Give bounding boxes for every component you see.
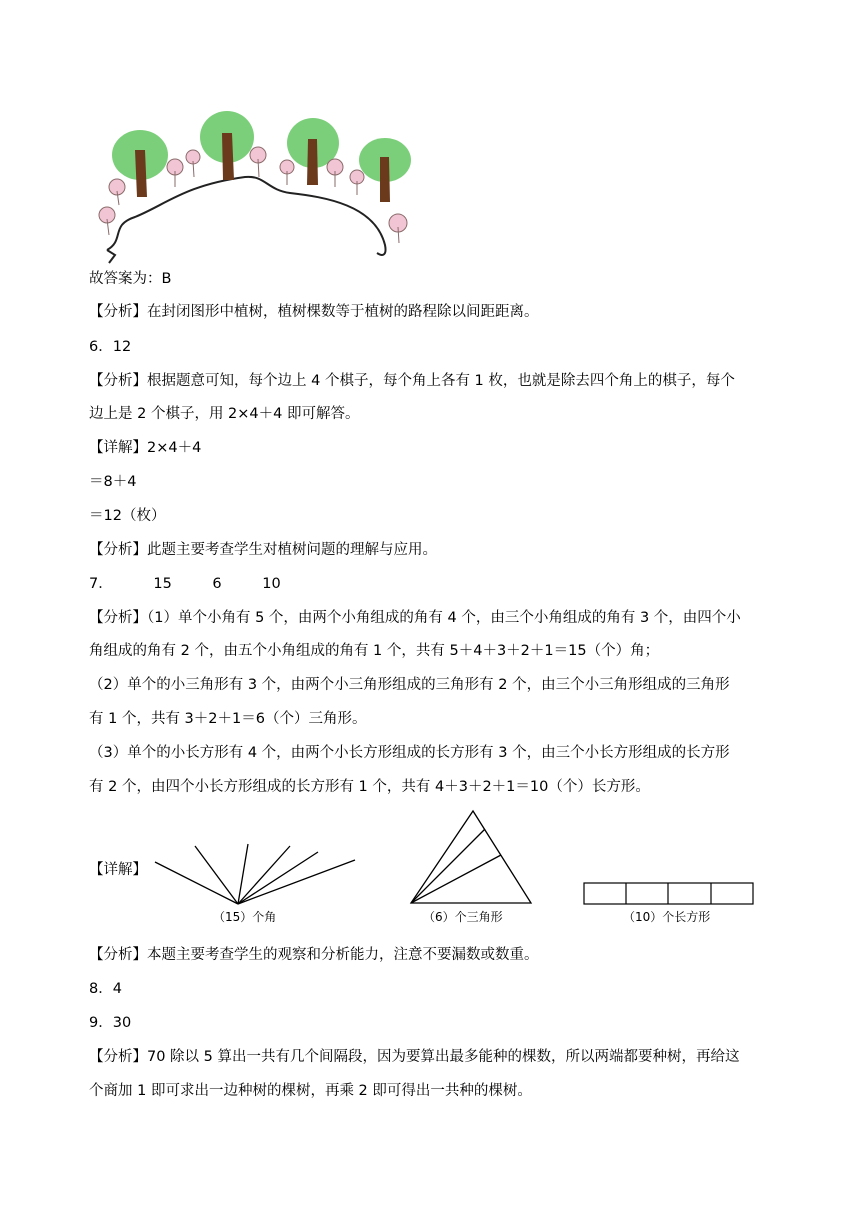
caption-angles: （15）个角 bbox=[213, 910, 277, 924]
q6-analysis-line-2: 边上是 2 个棋子，用 2×4＋4 即可解答。 bbox=[89, 406, 360, 422]
q9-analysis-line-2: 个商加 1 即可求出一边种树的棵树，再乘 2 即可得出一共种的棵树。 bbox=[89, 1083, 532, 1099]
q7-answer-1: 15 bbox=[153, 576, 172, 592]
angles-figure bbox=[150, 840, 360, 910]
tree-path-illustration bbox=[95, 105, 425, 265]
answer-line: 故答案为：B bbox=[89, 271, 172, 287]
q5-analysis: 【分析】在封闭图形中植树，植树棵数等于植树的路程除以间距距离。 bbox=[89, 304, 539, 320]
q7-header bbox=[89, 574, 281, 594]
q6-header: 6．12 bbox=[89, 339, 132, 355]
triangles-figure bbox=[405, 805, 535, 907]
q7-detail-label: 【详解】 bbox=[89, 862, 147, 878]
caption-triangles: （6）个三角形 bbox=[423, 910, 503, 924]
q7-number: 7． bbox=[89, 576, 113, 592]
rectangles-figure bbox=[583, 882, 755, 906]
q7-part3-line-1: （3）单个的小长方形有 4 个，由两个小长方形组成的长方形有 3 个，由三个小长方形组成的长方形 bbox=[89, 745, 730, 761]
q9-analysis-line-1: 【分析】70 除以 5 算出一共有几个间隔段，因为要算出最多能种的棵数，所以两端都要种树，再给这 bbox=[89, 1049, 740, 1065]
willow-tree-icon bbox=[359, 138, 411, 202]
willow-tree-icon bbox=[200, 111, 254, 180]
q7-part1-line-2: 角组成的角有 2 个，由五个小角组成的角有 1 个，共有 5＋4＋3＋2＋1＝15（个）角； bbox=[89, 643, 660, 659]
q7-part2-line-1: （2）单个的小三角形有 3 个，由两个小三角形组成的三角形有 2 个，由三个小三角形组成的三角形 bbox=[89, 677, 730, 693]
q9-header: 9．30 bbox=[89, 1015, 132, 1031]
q6-detail: 【详解】2×4＋4 bbox=[89, 440, 202, 456]
q6-analysis-line-1: 【分析】根据题意可知，每个边上 4 个棋子，每个角上各有 1 枚，也就是除去四个角上的棋子，每个 bbox=[89, 373, 735, 389]
q8-header: 8．4 bbox=[89, 981, 122, 997]
willow-tree-icon bbox=[287, 118, 339, 185]
q6-analysis-line-3: 【分析】此题主要考查学生对植树问题的理解与应用。 bbox=[89, 542, 437, 558]
caption-rectangles: （10）个长方形 bbox=[623, 910, 711, 924]
q7-answer-3: 10 bbox=[262, 576, 281, 592]
q7-part2-line-2: 有 1 个，共有 3＋2＋1＝6（个）三角形。 bbox=[89, 711, 367, 727]
q7-answer-2: 6 bbox=[212, 576, 222, 592]
q7-part1-line-1: 【分析】（1）单个小角有 5 个，由两个小角组成的角有 4 个，由三个小角组成的角有 3 个，由四个小 bbox=[89, 610, 741, 626]
q7-part3-line-2: 有 2 个，由四个小长方形组成的长方形有 1 个，共有 4＋3＋2＋1＝10（个）长方形。 bbox=[89, 779, 650, 795]
q6-step-1: ＝8＋4 bbox=[89, 474, 137, 490]
q7-analysis: 【分析】本题主要考查学生的观察和分析能力，注意不要漏数或数重。 bbox=[89, 947, 539, 963]
q6-step-2: ＝12（枚） bbox=[89, 508, 166, 524]
